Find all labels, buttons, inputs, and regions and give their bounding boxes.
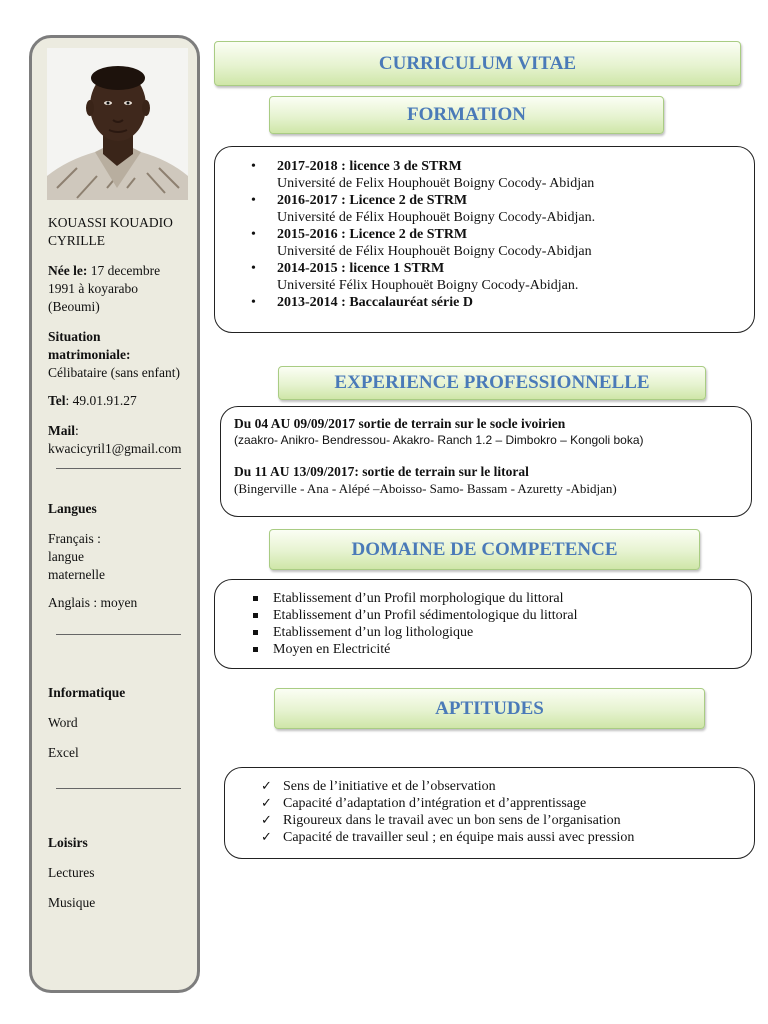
profile-photo xyxy=(47,48,188,200)
informatique-item: Word xyxy=(48,715,78,730)
competence-header: DOMAINE DE COMPETENCE xyxy=(269,529,700,570)
loisirs-item: Lectures xyxy=(48,865,95,880)
candidate-name: KOUASSI KOUADIO CYRILLE xyxy=(48,215,173,248)
competence-item: Etablissement d’un log lithologique xyxy=(215,624,751,641)
formation-item: • 2013-2014 : Baccalauréat série D xyxy=(215,294,754,311)
language-item: Anglais : moyen xyxy=(48,595,138,610)
tel-value: : 49.01.91.27 xyxy=(65,393,137,408)
competence-item: Etablissement d’un Profil morphologique du littoral xyxy=(215,590,751,607)
birth-info xyxy=(48,262,188,316)
competence-item: Etablissement d’un Profil sédimentologique du littoral xyxy=(215,607,751,624)
formation-item: • 2017-2018 : licence 3 de STRM Université de Felix Houphouët Boigny Cocody- Abidjan xyxy=(215,158,754,192)
competence-item: Moyen en Electricité xyxy=(215,641,751,658)
informatique-item: Excel xyxy=(48,745,79,760)
loisirs-title: Loisirs xyxy=(48,835,88,850)
formation-header: FORMATION xyxy=(269,96,664,134)
formation-box xyxy=(214,146,755,333)
formation-item: • 2016-2017 : Licence 2 de STRM Université de Félix Houphouët Boigny Cocody-Abidjan. xyxy=(215,192,754,226)
phone-info xyxy=(48,392,137,410)
situation-value: Célibataire (sans enfant) xyxy=(48,365,180,380)
formation-item: • 2014-2015 : licence 1 STRM Université Félix Houphouët Boigny Cocody-Abidjan. xyxy=(215,260,754,294)
mail-info: Mail: kwacicyril1@gmail.com xyxy=(48,423,182,456)
situation-label: Situation matrimoniale: xyxy=(48,329,131,362)
aptitude-item: ✓ Sens de l’initiative et de l’observation xyxy=(225,778,754,795)
separator xyxy=(56,788,181,789)
marital-status xyxy=(48,328,193,382)
separator xyxy=(56,634,181,635)
languages-title: Langues xyxy=(48,501,97,516)
experience-item: Du 04 AU 09/09/2017 sortie de terrain sur le socle ivoirien (zaakro- Anikro- Bendressou- Akakro- Ranch 1.2 – Dimbokro – Kongoli boka) xyxy=(234,416,644,447)
mail-value[interactable]: kwacicyril1@gmail.com xyxy=(48,441,182,456)
formation-item: • 2015-2016 : Licence 2 de STRM Université de Félix Houphouët Boigny Cocody-Abidjan xyxy=(215,226,754,260)
aptitude-item: ✓ Rigoureux dans le travail avec un bon sens de l’organisation xyxy=(225,812,754,829)
language-item: Français : langue maternelle xyxy=(48,531,105,582)
aptitude-item: ✓ Capacité de travailler seul ; en équipe mais aussi avec pression xyxy=(225,829,754,846)
aptitudes-header: APTITUDES xyxy=(274,688,705,729)
aptitudes-box xyxy=(224,767,755,859)
separator xyxy=(56,468,181,469)
experience-box xyxy=(220,406,752,517)
mail-label: Mail xyxy=(48,423,75,438)
loisirs-item: Musique xyxy=(48,895,96,910)
competence-box xyxy=(214,579,752,669)
cv-title: CURRICULUM VITAE xyxy=(214,41,741,86)
experience-item: Du 11 AU 13/09/2017: sortie de terrain sur le litoral (Bingerville - Ana - Alépé –Aboisso- Samo- Bassam - Azuretty -Abidjan) xyxy=(234,464,617,496)
aptitude-item: ✓ Capacité d’adaptation d’intégration et d’apprentissage xyxy=(225,795,754,812)
experience-header: EXPERIENCE PROFESSIONNELLE xyxy=(278,366,706,400)
birth-value: 17 decembre 1991 à koyarabo (Beoumi) xyxy=(48,263,161,314)
birth-label: Née le: xyxy=(48,263,88,278)
sidebar xyxy=(29,35,200,993)
informatique-title: Informatique xyxy=(48,685,126,700)
tel-label: Tel xyxy=(48,393,66,408)
